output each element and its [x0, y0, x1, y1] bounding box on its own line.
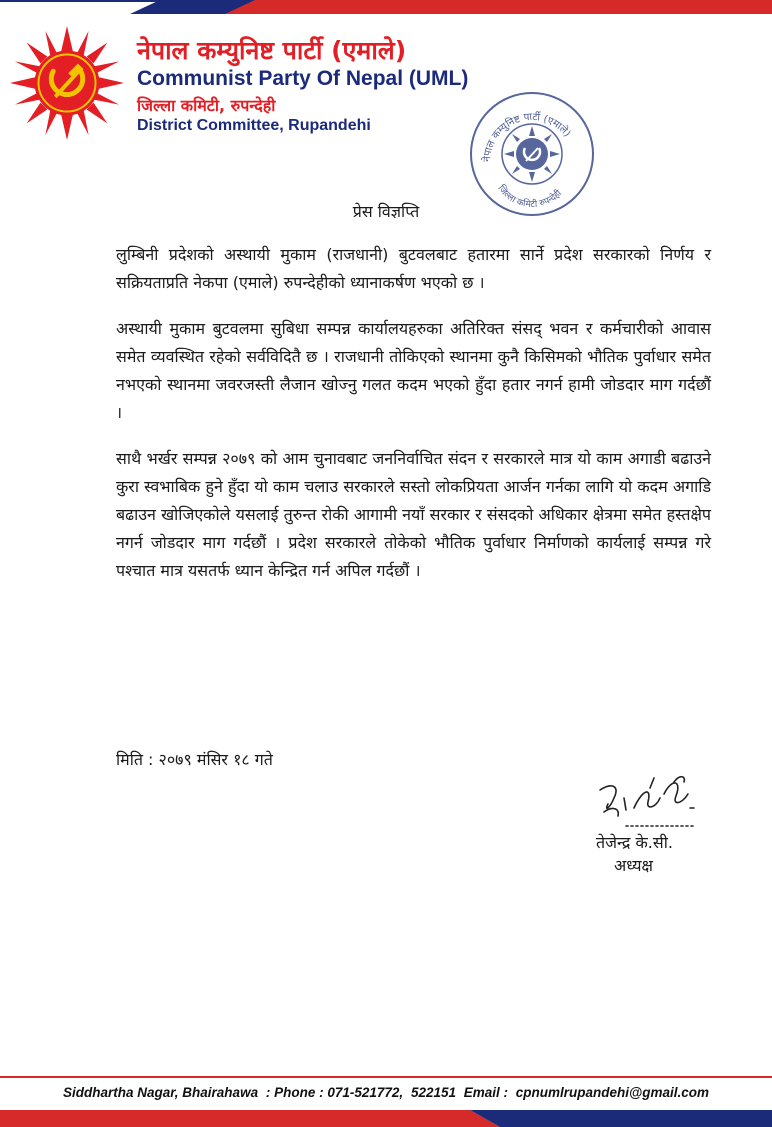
- footer-email: cpnumlrupandehi@gmail.com: [515, 1085, 709, 1100]
- org-name-nepali: नेपाल कम्युनिष्ट पार्टी (एमाले): [137, 36, 407, 65]
- signer-name: तेजेन्द्र के.सी.: [596, 833, 673, 852]
- seal-ring-text: नेपाल कम्युनिष्ट पार्टी (एमाले): [481, 111, 573, 163]
- document-body: [116, 241, 711, 603]
- org-name-english: Communist Party Of Nepal (UML): [137, 67, 469, 90]
- document-date: मिति : २०७९ मंसिर १८ गते: [116, 750, 273, 769]
- signer-title: अध्यक्ष: [614, 856, 653, 875]
- footer-address: Siddhartha Nagar, Bhairahawa: [63, 1085, 259, 1100]
- footer-divider: [0, 1076, 772, 1078]
- footer-contact: [0, 1085, 772, 1100]
- handwritten-signature: [590, 768, 710, 832]
- footer-phone-extra: 522151: [410, 1085, 456, 1100]
- paragraph: साथै भर्खर सम्पन्न २०७९ को आम चुनावबाट जननिर्वाचित संदन र सरकारले मात्र यो काम अगाडी बढाउने कुरा स्वभाबिक हुने हुँदा यो काम चलाउ सरकारले सस्तो लोकप्रियता आर्जन गर्नका लागि यो कदम अगाडि बढाउन खोजिएकोले यसलाई तुरुन्त रोकी आगामी नयाँ सरकार र संसदको अधिकार क्षेत्रमा समेत हस्तक्षेप नगर्न जोडदार माग गर्दछौं । प्रदेश सरकारले तोकेको भौतिक पुर्वाधार निर्माणको कार्यलाई सम्पन्न गरे पश्चात मात्र यसतर्फ ध्यान केन्द्रित गर्न अपिल गर्दछौं ।: [116, 449, 711, 580]
- top-decorative-band: [0, 0, 772, 20]
- district-name-english: District Committee, Rupandehi: [137, 117, 371, 134]
- district-name-nepali: जिल्ला कमिटी, रुपन्देही: [137, 96, 276, 115]
- seal-bottom-text: जिल्ला कमिटी रुपन्देही: [495, 183, 564, 211]
- party-logo-icon: [8, 24, 126, 142]
- footer-phone: : Phone : 071-521772,: [265, 1085, 404, 1100]
- document-title: प्रेस विज्ञप्ति: [352, 202, 420, 221]
- bottom-decorative-band: [0, 1110, 772, 1127]
- office-seal-stamp: [468, 90, 596, 218]
- paragraph: लुम्बिनी प्रदेशको अस्थायी मुकाम (राजधानी) बुटवलबाट हतारमा सार्ने प्रदेश सरकारको निर्णय र सक्रियताप्रति नेकपा (एमाले) रुपन्देहीको ध्यानाकर्षण भएको छ ।: [116, 245, 711, 292]
- paragraph: अस्थायी मुकाम बुटवलमा सुबिधा सम्पन्न कार्यालयहरुका अतिरिक्त संसद् भवन र कर्मचारीको आवास समेत व्यवस्थित रहेको सर्वविदितै छ । राजधानी तोकिएको स्थानमा कुनै किसिमको भौतिक पुर्वाधार समेत नभएको स्थानमा जवरजस्ती लैजान खोज्नु गलत कदम भएको हुँदा हतार नगर्न हामी जोडदार माग गर्दछौं ।: [116, 319, 711, 422]
- footer-email-label: Email :: [463, 1085, 509, 1100]
